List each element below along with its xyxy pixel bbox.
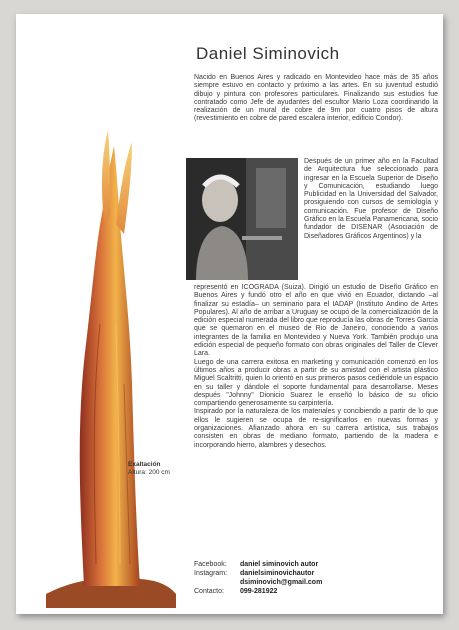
caption-size: Altura: 200 cm bbox=[128, 469, 170, 476]
facebook-link[interactable]: daniel siminovich autor bbox=[240, 561, 319, 568]
bio-paragraph-3: representó en ICOGRADA (Suiza). Dirigió un estudio de Diseño Gráfico en Buenos Aires y fundó otro el año en que vivió en Ecuador, dictando –al finalizar su estadía– un seminario para el IADAP (Instituto Andino de Artes Populares). Al año de arribar a Uruguay se ocupó de la comercialización de la edición especial numerada del libro que reproducía las obras de Torres García que se quemaron en el museo de Rio de Janeiro, conociendo a varios integrantes de la familia en Montevideo y Nueva York. También produjo una edición especial de pequeño formato con obras originales del Taller de Clever Lara. bbox=[194, 284, 438, 358]
bio-paragraph-1: Nacido en Buenos Aires y radicado en Montevideo hace más de 35 años siempre estuvo en contacto y próximo a las artes. En su juventud estudió dibujo y pintura con profesores particulares. Finalizando sus estudios fue contratado como Jefe de ayudantes del escultor Mario Loza coordinando la realización de un mural de cobre de 9m por cuatro pisos de altura (revestimiento en cobre de pared escalera interior, edificio Condor). bbox=[194, 74, 438, 123]
bio-body bbox=[194, 284, 438, 450]
bio-paragraph-5: Inspirado por la naturaleza de los materiales y concibiendo a partir de lo que ellos le sugieren se ocupa de re-significarlos en nuevas formas y organizaciones. Afianzado ahora en su carrera artística, sus trabajos consisten en obras de mediano formato, partiendo de la madera e incorporando hierro, alambres y desechos. bbox=[194, 408, 438, 449]
sculpture-left-spike bbox=[102, 130, 110, 220]
page-title: Daniel Siminovich bbox=[196, 44, 340, 63]
portrait-photo bbox=[186, 158, 298, 280]
facebook-label: Facebook: bbox=[194, 561, 227, 568]
instagram-label: Instagram: bbox=[194, 570, 228, 577]
contact-block bbox=[194, 560, 438, 596]
page-sheet bbox=[16, 14, 443, 614]
contact-phone bbox=[194, 587, 438, 596]
email-link[interactable]: dsiminovich@gmail.com bbox=[240, 579, 323, 586]
sculpture-right-spike bbox=[116, 142, 132, 234]
caption-title: Exaltación bbox=[128, 461, 161, 468]
phone-number[interactable]: 099-281922 bbox=[240, 588, 278, 595]
contact-facebook bbox=[194, 560, 438, 569]
contact-label: Contacto: bbox=[194, 588, 224, 595]
contact-email bbox=[194, 578, 438, 587]
bio-paragraph-4: Luego de una carrera exitosa en marketing y comunicación comenzó en los últimos años a producir obras a partir de su amistad con el artista plástico Miguel Scaltritti, quien lo orientó en sus primeros pasos cediéndole un espacio en su taller y dándole el soporte fundamental para desarrollarse. Meses después "Johnny" Dionicio Suarez le enseñó lo básico de su oficio compartiendo generosamente su carpintería. bbox=[194, 358, 438, 408]
instagram-link[interactable]: danielsiminovichautor bbox=[240, 570, 315, 577]
sculpture-image bbox=[40, 124, 180, 608]
sculpture-caption bbox=[128, 461, 198, 477]
bio-paragraph-2: Después de un primer año en la Facultad de Arquitectura fue seleccionado para ingresar en la Escuela Superior de Diseño y Comunicación, estudiando luego Publicidad en la Universidad del Salvador, prosiguiendo con cursos de semiología y comunicación. Fue profesor de Diseño Gráfico en la Escuela Panamericana, socio fundador de DISENAR (Asociación de Diseñadores Gráficos Argentinos) y la bbox=[304, 158, 438, 240]
contact-instagram bbox=[194, 569, 438, 578]
